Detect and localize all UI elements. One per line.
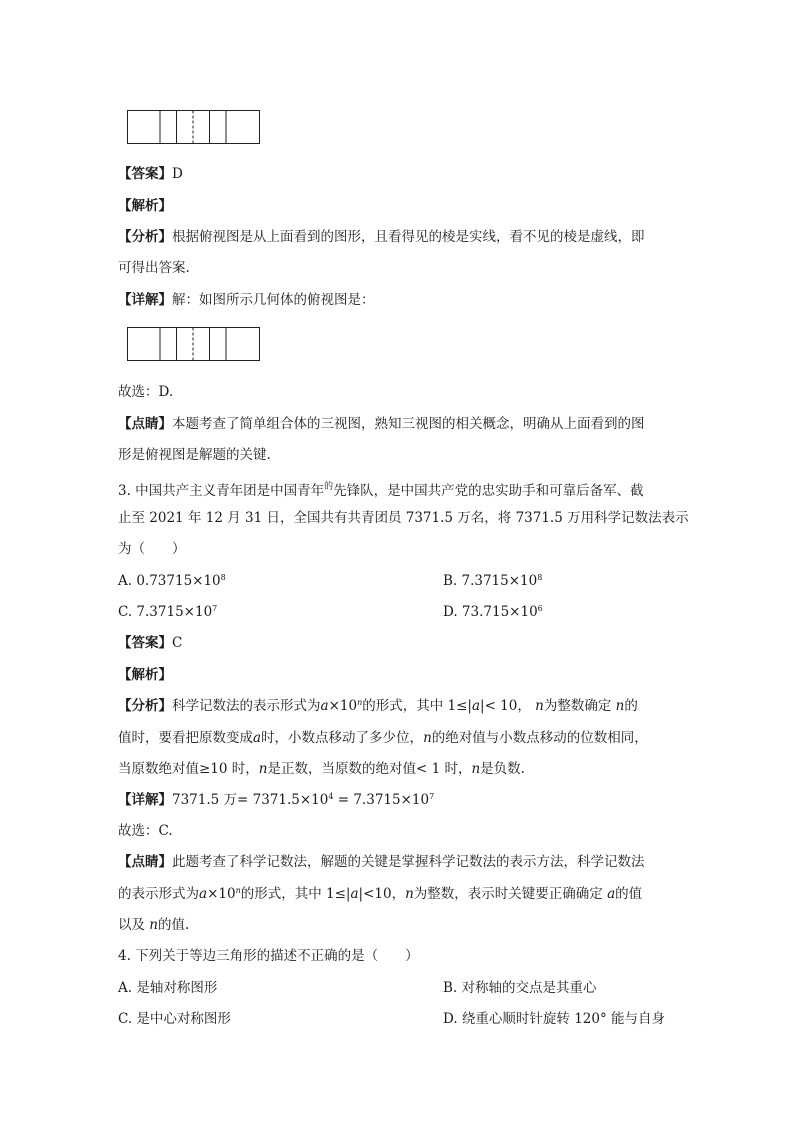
analysis-heading-1: 【解析】 <box>118 198 172 214</box>
fenxi3-text: 值时，要看把原数变成 <box>118 730 253 746</box>
var-n: n <box>471 761 481 777</box>
option-d-exp: 6 <box>537 604 543 613</box>
fenxi-line-1 <box>118 228 645 246</box>
exp-n: n <box>235 886 241 895</box>
option-c-exp: 7 <box>212 604 218 613</box>
dianjing-line-1 <box>118 415 645 433</box>
answer-label: 【答案】 <box>118 635 172 651</box>
fenxi3-line-1 <box>118 697 638 715</box>
var-n: n <box>258 761 268 777</box>
xiangjie3-text: 7371.5 万= 7371.5×10 <box>172 792 329 808</box>
fenxi3-label: 【分析】 <box>118 698 172 714</box>
xiangjie3-line <box>118 791 434 809</box>
q3-text-b: 先锋队，是中国共产党的忠实助手和可靠后备军、截 <box>333 483 644 499</box>
exp-7: 7 <box>429 792 435 801</box>
fenxi3-text: 的绝对值与小数点移动的位数相同， <box>431 730 648 746</box>
fenxi3-text: 时，小数点移动了多少位， <box>261 730 424 746</box>
option-d-text: D. 73.715×10 <box>443 604 538 620</box>
question-3-line-3: 为（ ） <box>118 541 186 557</box>
var-a: a <box>471 698 481 714</box>
guxuan-line-3: 故选：C. <box>118 823 173 839</box>
question-3-line-1 <box>118 478 644 500</box>
guxuan-line-1: 故选：D. <box>118 384 174 400</box>
dianjing3-line-2 <box>118 885 642 903</box>
xiangjie3-label: 【详解】 <box>118 792 172 808</box>
dianjing3-text: 的值 <box>615 886 643 902</box>
q3-superscript-char: 的 <box>324 482 334 492</box>
answer-label: 【答案】 <box>118 166 172 182</box>
option-a-exp: 8 <box>220 573 226 582</box>
fenxi3-text: 是正数，当原数的绝对值< 1 时， <box>267 761 472 777</box>
dianjing3-text: |<10， <box>358 886 406 902</box>
exp-4: 4 <box>328 792 334 801</box>
fenxi3-text: 的 <box>624 698 638 714</box>
q3-option-b[interactable] <box>443 572 542 590</box>
exp-n: n <box>357 698 363 707</box>
option-a-text: A. 0.73715×10 <box>118 573 221 589</box>
dianjing-label: 【点睛】 <box>118 416 172 432</box>
q3-option-a[interactable] <box>118 572 226 590</box>
xiangjie-line-1 <box>118 291 375 309</box>
fenxi3-text: 为整数确定 <box>543 698 612 714</box>
var-a: a <box>320 698 329 714</box>
var-a: a <box>607 886 616 902</box>
fenxi3-text: 科学记数法的表示形式为 <box>172 698 321 714</box>
dianjing-text: 本题考查了简单组合体的三视图，熟知三视图的相关概念，明确从上面看到的图 <box>172 416 645 432</box>
xiangjie-label: 【详解】 <box>118 292 172 308</box>
fenxi3-line-2 <box>118 729 648 747</box>
answer-line-1 <box>118 165 183 183</box>
dianjing3-text: 为整数，表示时关键要正确确定 <box>413 886 603 902</box>
fenxi-text: 根据俯视图是从上面看到的图形，且看得见的棱是实线，看不见的棱是虚线，即 <box>172 229 645 245</box>
q3-option-c[interactable] <box>118 603 217 621</box>
fenxi3-text: 的形式，其中 1≤| <box>362 698 472 714</box>
var-n: n <box>615 698 625 714</box>
fenxi3-text: 当原数绝对值≥10 时， <box>118 761 259 777</box>
dianjing3-text: 此题考查了科学记数法，解题的关键是掌握科学记数法的表示方法，科学记数法 <box>172 854 645 870</box>
dianjing3-text: 的值. <box>158 917 190 933</box>
answer-line-3 <box>118 634 182 652</box>
times-ten: ×10 <box>207 886 236 902</box>
dianjing-line-2: 形是俯视图是解题的关键. <box>118 447 271 463</box>
var-n: n <box>423 730 432 746</box>
dianjing3-line-1 <box>118 853 645 871</box>
fenxi3-text: |< 10， <box>480 698 531 714</box>
times-ten: ×10 <box>328 698 358 714</box>
xiangjie-text: 解：如图所示几何体的俯视图是： <box>172 292 375 308</box>
question-4-stem: 4. 下列关于等边三角形的描述不正确的是（ ） <box>118 948 419 964</box>
option-b-exp: 8 <box>537 573 543 582</box>
answer-value: C <box>172 635 183 651</box>
answer-value: D <box>172 166 183 182</box>
analysis-heading-3: 【解析】 <box>118 667 172 683</box>
dianjing3-text: 以及 <box>118 917 145 933</box>
q4-option-c[interactable]: C. 是中心对称图形 <box>118 1011 231 1027</box>
question-3-line-2: 止至 2021 年 12 月 31 日，全国共有共青团员 7371.5 万名，将 7371.5 万用科学记数法表示 <box>118 510 689 526</box>
var-n: n <box>149 917 158 933</box>
dianjing3-line-3 <box>118 916 189 934</box>
q4-option-b[interactable]: B. 对称轴的交点是其重心 <box>443 980 597 996</box>
var-a: a <box>350 886 359 902</box>
q4-option-d[interactable]: D. 绕重心顺时针旋转 120° 能与自身 <box>443 1011 666 1027</box>
dianjing3-text: 的表示形式为 <box>118 886 199 902</box>
fenxi3-text: 是负数. <box>480 761 525 777</box>
fenxi-line-2: 可得出答案. <box>118 260 190 276</box>
var-a: a <box>199 886 208 902</box>
dianjing3-text: 的形式，其中 1≤| <box>240 886 351 902</box>
xiangjie3-text: = 7.3715×10 <box>333 792 430 808</box>
var-a: a <box>253 730 262 746</box>
q4-option-a[interactable]: A. 是轴对称图形 <box>118 980 218 996</box>
dianjing3-label: 【点睛】 <box>118 854 172 870</box>
option-b-text: B. 7.3715×10 <box>443 573 538 589</box>
q3-option-d[interactable] <box>443 603 543 621</box>
option-c-text: C. 7.3715×10 <box>118 604 213 620</box>
fenxi-label: 【分析】 <box>118 229 172 245</box>
top-view-figure-2 <box>127 327 261 363</box>
top-view-figure-1 <box>127 110 261 146</box>
q3-text-a: 3. 中国共产主义青年团是中国青年 <box>118 483 325 499</box>
var-n: n <box>535 698 544 714</box>
fenxi3-line-3 <box>118 760 525 778</box>
var-n: n <box>405 886 414 902</box>
